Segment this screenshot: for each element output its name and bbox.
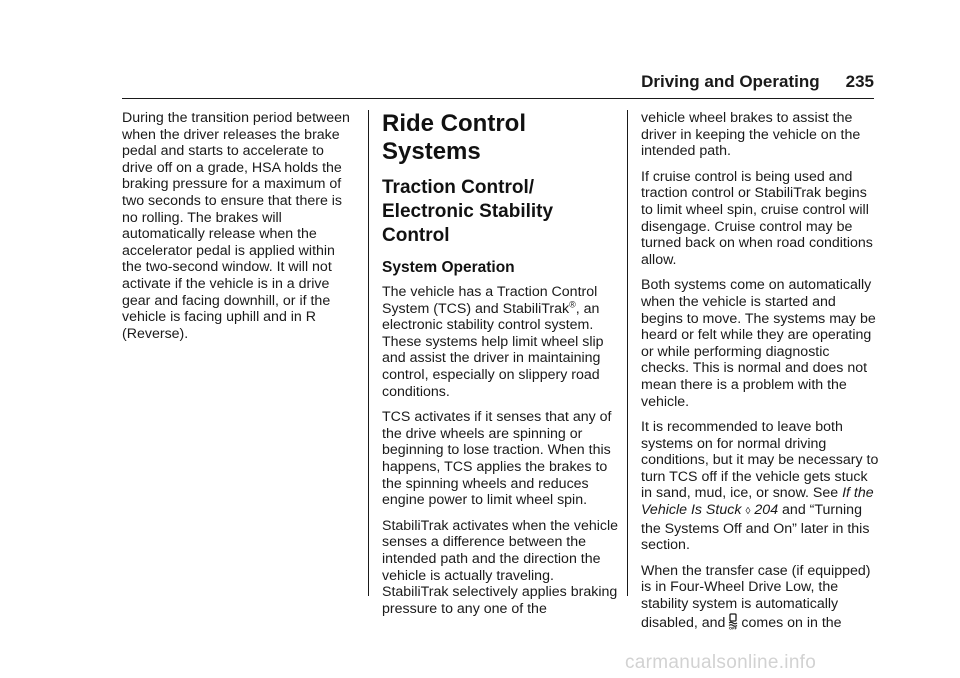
column-2	[382, 110, 622, 626]
stability-control-off-icon	[727, 613, 739, 630]
svg-text:OFF: OFF	[729, 626, 738, 630]
subsection-title: Traction Control/ Electronic Stability Control	[382, 177, 554, 246]
paragraph-text: It is recommended to leave both systems on for normal driving conditions, but it may be necessary to turn TCS off if the vehicle gets stuck in sand, mud, ice, or snow. See	[641, 419, 879, 502]
chapter-title: Driving and Operating	[641, 72, 820, 91]
watermark: carmanualsonline.info	[625, 652, 817, 673]
column-1	[122, 110, 358, 351]
paragraph-recommendation	[641, 419, 881, 554]
paragraph-text: comes on in the	[741, 614, 842, 631]
column-divider-2	[627, 110, 628, 596]
paragraph-cruise-control: If cruise control is being used and traction control or StabiliTrak begins to limit wheel spin, cruise control will disengage. Cruise control may be turned back on when road conditions allow.	[641, 168, 873, 268]
page-reference-icon: ◊	[745, 506, 751, 518]
paragraph-transfer-case	[641, 563, 881, 631]
paragraph-stabilitrak: StabiliTrak activates when the vehicle senses a difference between the intended path and the direction the vehicle is actually traveling. StabiliTrak selectively applies braking pressure to any one of the	[382, 517, 619, 617]
paragraph-text: and “Turning the Systems Off and On” later in this section.	[641, 502, 870, 554]
paragraph-systems-on: Both systems come on automatically when the vehicle is started and begins to move. The systems may be heard or felt while they are operating or while performing diagnostic checks. This is normal and does not mean there is a problem with the vehicle.	[641, 277, 876, 410]
header-rule	[122, 98, 874, 99]
page-header	[122, 72, 874, 94]
paragraph-tcs: TCS activates if it senses that any of the drive wheels are spinning or beginning to lose traction. When this happens, TCS applies the brakes to the spinning wheels and reduces engine power to limit wheel spin.	[382, 409, 612, 509]
column-divider-1	[368, 110, 369, 596]
paragraph-hsa-transition: During the transition period between when the driver releases the brake pedal and starts to accelerate to drive off on a grade, HSA holds the braking pressure for a maximum of two seconds to ensure that there is no rolling. The brakes will automatically release when the accelerator pedal is applied within the two-second window. It will not activate if the vehicle is in a drive gear and facing downhill, or if the vehicle is facing uphill and in R (Reverse).	[122, 110, 350, 342]
paragraph-text: The vehicle has a Traction Control System (TCS) and StabiliTrak	[382, 284, 598, 317]
column-3	[641, 110, 881, 640]
registered-mark: ®	[569, 298, 576, 309]
cross-reference-page[interactable]: 204	[754, 502, 779, 519]
page-number: 235	[845, 72, 874, 91]
paragraph-system-intro	[382, 284, 622, 400]
paragraph-text: , an electronic stability control system. These systems help limit wheel slip and assist the driver in maintaining control, especially on slippery road conditions.	[382, 300, 604, 400]
topic-title: System Operation	[382, 259, 515, 276]
paragraph-wheel-brakes: vehicle wheel brakes to assist the driver in keeping the vehicle on the intended path.	[641, 110, 861, 160]
section-title: Ride Control Systems	[382, 110, 526, 165]
paragraph-text: When the transfer case (if equipped) is in Four-Wheel Drive Low, the stability system is automatically disabled, and	[641, 562, 871, 631]
cross-reference-link[interactable]: If the Vehicle Is Stuck	[641, 485, 874, 519]
